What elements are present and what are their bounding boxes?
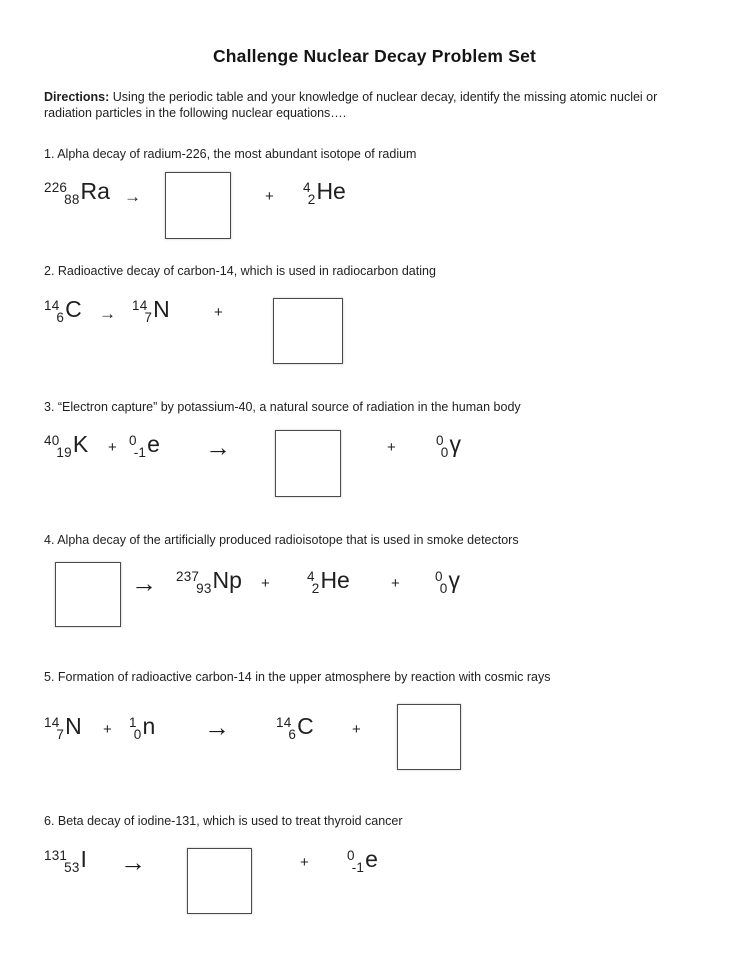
element-symbol: Np xyxy=(212,567,242,593)
answer-box-5[interactable] xyxy=(397,704,461,770)
mass-number: 0 xyxy=(347,848,355,863)
mass-number: 0 xyxy=(129,433,137,448)
mass-number: 4 xyxy=(307,569,315,584)
mass-number: 14 xyxy=(276,715,292,730)
plus-operator: + xyxy=(387,439,396,456)
mass-number: 4 xyxy=(303,180,311,195)
problem-3-heading: 3. “Electron capture” by potassium-40, a natural source of radiation in the human body xyxy=(44,400,521,414)
mass-number: 226 xyxy=(44,180,68,195)
atomic-number: 53 xyxy=(64,860,80,875)
reaction-arrow-icon: → xyxy=(99,304,116,323)
nuclide-helium-4 xyxy=(307,569,350,595)
nuclide-electron xyxy=(347,848,378,874)
mass-number: 0 xyxy=(435,569,443,584)
mass-number: 0 xyxy=(436,433,444,448)
nuclide-radium-226 xyxy=(44,180,110,206)
atomic-number: 6 xyxy=(288,727,297,742)
answer-box-1[interactable] xyxy=(165,172,231,239)
reaction-arrow-icon: → xyxy=(120,847,146,877)
atomic-number: 88 xyxy=(64,192,80,207)
nuclide-carbon-14 xyxy=(276,715,314,741)
element-symbol: He xyxy=(320,567,350,593)
element-symbol: Ra xyxy=(80,178,110,204)
mass-number: 131 xyxy=(44,848,68,863)
element-symbol: He xyxy=(316,178,346,204)
answer-box-6[interactable] xyxy=(187,848,252,914)
answer-box-2[interactable] xyxy=(273,298,343,364)
nuclide-iodine-131 xyxy=(44,848,87,874)
problem-5-heading: 5. Formation of radioactive carbon-14 in the upper atmosphere by reaction with cosmic rays xyxy=(44,670,551,684)
nuclide-neutron xyxy=(129,715,155,741)
directions-text: Using the periodic table and your knowledge of nuclear decay, identify the missing atomic nuclei or radiation particles in the following nuclear equations…. xyxy=(44,90,658,120)
plus-operator: + xyxy=(103,721,112,738)
plus-operator: + xyxy=(391,575,400,592)
nuclide-gamma xyxy=(435,569,460,595)
atomic-number: 2 xyxy=(307,192,316,207)
plus-operator: + xyxy=(352,721,361,738)
element-symbol: N xyxy=(65,713,82,739)
element-symbol: C xyxy=(65,296,82,322)
element-symbol: e xyxy=(365,846,378,872)
nuclide-nitrogen-14 xyxy=(132,298,170,324)
reaction-arrow-icon: → xyxy=(124,187,141,206)
reaction-arrow-icon: → xyxy=(131,568,157,598)
problem-6-heading: 6. Beta decay of iodine-131, which is used to treat thyroid cancer xyxy=(44,814,403,828)
nuclide-potassium-40 xyxy=(44,433,88,459)
nuclide-neptunium-237 xyxy=(176,569,242,595)
atomic-number: 6 xyxy=(56,310,65,325)
problem-2-heading: 2. Radioactive decay of carbon-14, which is used in radiocarbon dating xyxy=(44,264,436,278)
directions-paragraph xyxy=(44,89,696,121)
atomic-number: 19 xyxy=(56,445,72,460)
mass-number: 14 xyxy=(44,298,60,313)
mass-number: 237 xyxy=(176,569,200,584)
element-symbol: γ xyxy=(448,567,460,593)
element-symbol: N xyxy=(153,296,170,322)
plus-operator: + xyxy=(261,575,270,592)
element-symbol: C xyxy=(297,713,314,739)
mass-number: 40 xyxy=(44,433,60,448)
nuclide-electron xyxy=(129,433,160,459)
atomic-number: 7 xyxy=(56,727,65,742)
element-symbol: e xyxy=(147,431,160,457)
element-symbol: K xyxy=(72,431,89,457)
atomic-number: 2 xyxy=(311,581,320,596)
plus-operator: + xyxy=(108,439,117,456)
atomic-number: -1 xyxy=(133,445,147,460)
plus-operator: + xyxy=(300,854,309,871)
worksheet-title: Challenge Nuclear Decay Problem Set xyxy=(212,46,537,66)
mass-number: 1 xyxy=(129,715,137,730)
nuclide-helium-4 xyxy=(303,180,346,206)
atomic-number: 7 xyxy=(144,310,153,325)
answer-box-3[interactable] xyxy=(275,430,341,497)
problem-1-heading: 1. Alpha decay of radium-226, the most abundant isotope of radium xyxy=(44,147,417,161)
reaction-arrow-icon: → xyxy=(204,712,230,742)
answer-box-4[interactable] xyxy=(55,562,121,627)
atomic-number: 0 xyxy=(440,445,449,460)
atomic-number: 93 xyxy=(196,581,212,596)
reaction-arrow-icon: → xyxy=(205,432,231,462)
problem-4-heading: 4. Alpha decay of the artificially produced radioisotope that is used in smoke detectors xyxy=(44,533,519,547)
atomic-number: -1 xyxy=(351,860,365,875)
atomic-number: 0 xyxy=(439,581,448,596)
mass-number: 14 xyxy=(44,715,60,730)
mass-number: 14 xyxy=(132,298,148,313)
plus-operator: + xyxy=(265,188,274,205)
element-symbol: n xyxy=(142,713,156,739)
nuclide-gamma xyxy=(436,433,461,459)
nuclide-carbon-14 xyxy=(44,298,82,324)
element-symbol: γ xyxy=(449,431,461,457)
directions-label: Directions: xyxy=(44,90,110,104)
nuclide-nitrogen-14 xyxy=(44,715,82,741)
element-symbol: I xyxy=(80,846,87,872)
atomic-number: 0 xyxy=(133,727,142,742)
plus-operator: + xyxy=(214,304,223,321)
